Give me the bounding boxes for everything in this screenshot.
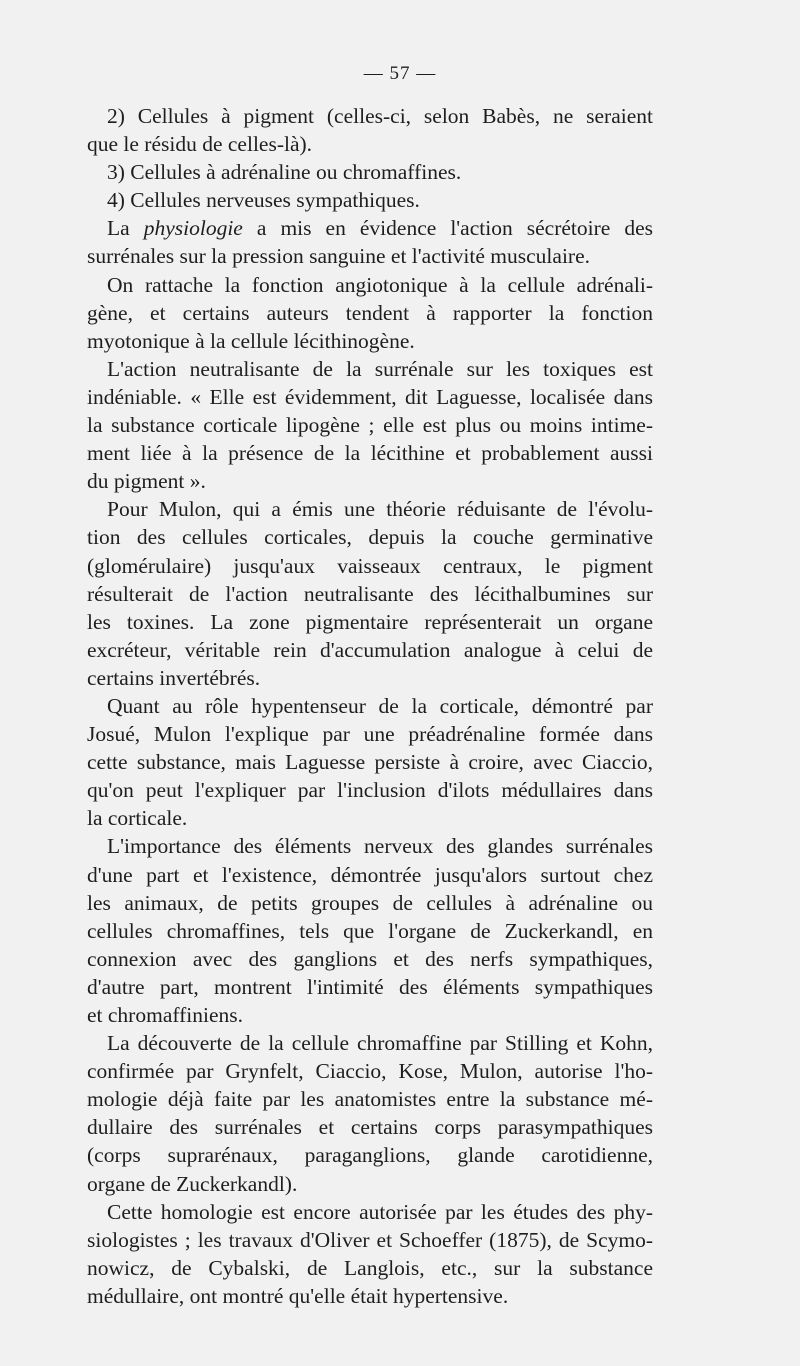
paragraph-first-line <box>87 214 653 242</box>
paragraph-first-line: Cette homologie est encore autorisée par les études des phy- <box>107 1199 653 1224</box>
paragraph-line: cellules chromaffines, tels que l'organe de Zuckerkandl, en <box>87 918 653 943</box>
list-item-line: que le résidu de celles-là). <box>87 132 313 157</box>
paragraph-line: les animaux, de petits groupes de cellules à adrénaline ou <box>87 890 653 915</box>
list-item-text: Cellules nerveuses sympathiques. <box>130 188 420 213</box>
paragraph-line: mologie déjà faite par les anatomistes entre la substance mé- <box>87 1087 653 1112</box>
list-item-number: 2) <box>107 104 125 128</box>
list-item <box>87 186 653 214</box>
list-item-number: 3) <box>107 160 125 185</box>
paragraph-line: les toxines. La zone pigmentaire représenterait un organe <box>87 609 653 634</box>
body-text <box>87 102 653 1310</box>
list-item <box>87 102 653 130</box>
paragraph-line: excréteur, véritable rein d'accumulation analogue à celui de <box>87 637 653 662</box>
emphasis-word: physiologie <box>143 216 243 241</box>
paragraph-line: (corps suprarénaux, paraganglions, glande carotidienne, <box>87 1143 653 1168</box>
list-item-number: 4) <box>107 188 125 213</box>
paragraph-line: nowicz, de Cybalski, de Langlois, etc., sur la substance <box>87 1255 653 1280</box>
paragraph-line: dullaire des surrénales et certains corps parasympathiques <box>87 1115 653 1140</box>
paragraph-line: cette substance, mais Laguesse persiste à croire, avec Ciaccio, <box>87 750 653 775</box>
paragraph-line: indéniable. « Elle est évidemment, dit Laguesse, localisée dans <box>87 384 653 409</box>
paragraph-line: la substance corticale lipogène ; elle est plus ou moins intime- <box>87 413 653 438</box>
paragraph-first-line: On rattache la fonction angiotonique à la cellule adrénali- <box>107 272 653 297</box>
paragraph-lead: La <box>107 216 144 241</box>
paragraph-line: d'autre part, montrent l'intimité des éléments sympathiques <box>87 974 653 999</box>
paragraph-line: certains invertébrés. <box>87 665 261 690</box>
paragraph-line: Josué, Mulon l'explique par une préadrénaline formée dans <box>87 722 653 747</box>
paragraph-line: gène, et certains auteurs tendent à rapporter la fonction <box>87 300 653 325</box>
paragraph-line: connexion avec des ganglions et des nerfs sympathiques, <box>87 946 653 971</box>
paragraph-line: surrénales sur la pression sanguine et l'activité musculaire. <box>87 244 590 269</box>
paragraph-line: (glomérulaire) jusqu'aux vaisseaux centraux, le pigment <box>87 553 653 578</box>
page-number: — 57 — <box>363 63 437 84</box>
paragraph-rest: a mis en évidence l'action sécrétoire des <box>242 216 653 241</box>
paragraph-first-line: L'action neutralisante de la surrénale sur les toxiques est <box>107 356 653 381</box>
paragraph-first-line: L'importance des éléments nerveux des glandes surrénales <box>107 834 653 859</box>
list-item-text: Cellules à adrénaline ou chromaffines. <box>130 160 462 185</box>
paragraph-line: organe de Zuckerkandl). <box>87 1171 298 1196</box>
paragraph-line: confirmée par Grynfelt, Ciaccio, Kose, Mulon, autorise l'ho- <box>87 1059 653 1084</box>
paragraph-line: ment liée à la présence de la lécithine et probablement aussi <box>87 441 653 466</box>
paragraph-line: médullaire, ont montré qu'elle était hypertensive. <box>87 1283 509 1308</box>
paragraph-first-line: Quant au rôle hypentenseur de la corticale, démontré par <box>107 693 653 718</box>
paragraph-line: la corticale. <box>87 806 188 831</box>
paragraph-line: résulterait de l'action neutralisante des lécithalbumines sur <box>87 581 653 606</box>
paragraph-line: d'une part et l'existence, démontrée jusqu'alors surtout chez <box>87 862 653 887</box>
list-item-text: Cellules à pigment (celles-ci, selon Babès, ne seraient <box>137 104 653 128</box>
paragraph-line: tion des cellules corticales, depuis la couche germinative <box>87 525 653 550</box>
paragraph-first-line: La découverte de la cellule chromaffine par Stilling et Kohn, <box>107 1031 653 1056</box>
paragraph-line: et chromaffiniens. <box>87 1003 244 1027</box>
paragraph-line: du pigment ». <box>87 469 206 494</box>
paragraph-first-line: Pour Mulon, qui a émis une théorie réduisante de l'évolu- <box>107 497 653 522</box>
paragraph-line: qu'on peut l'expliquer par l'inclusion d'ilots médullaires dans <box>87 778 653 803</box>
list-item <box>87 158 653 186</box>
paragraph-line: siologistes ; les travaux d'Oliver et Schoeffer (1875), de Scymo- <box>87 1227 653 1252</box>
paragraph-line: myotonique à la cellule lécithinogène. <box>87 328 415 353</box>
